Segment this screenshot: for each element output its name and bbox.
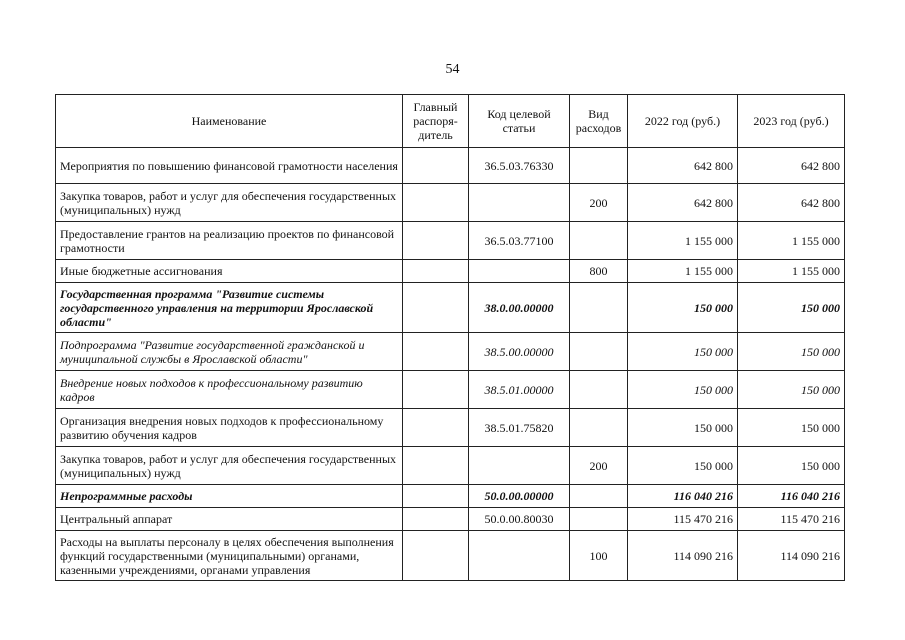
row-kind-cell	[570, 222, 628, 260]
row-2023-cell: 150 000	[738, 447, 845, 485]
row-manager-cell	[403, 409, 469, 447]
row-kind-cell	[570, 371, 628, 409]
column-header-kind: Вид расходов	[570, 95, 628, 148]
row-name-cell: Внедрение новых подходов к профессиональному развитию кадров	[56, 371, 403, 409]
row-name-cell: Организация внедрения новых подходов к профессиональному развитию обучения кадров	[56, 409, 403, 447]
table-row	[56, 485, 845, 508]
row-name-cell: Закупка товаров, работ и услуг для обеспечения государственных (муниципальных) нужд	[56, 447, 403, 485]
row-name-cell: Государственная программа "Развитие системы государственного управления на территории Ярославской области"	[56, 283, 403, 333]
row-name-cell: Непрограммные расходы	[56, 485, 403, 508]
row-manager-cell	[403, 485, 469, 508]
table-row	[56, 409, 845, 447]
row-2022-cell: 1 155 000	[628, 260, 738, 283]
row-2022-cell: 150 000	[628, 409, 738, 447]
row-code-cell: 36.5.03.77100	[469, 222, 570, 260]
row-2022-cell: 150 000	[628, 333, 738, 371]
row-name-cell: Закупка товаров, работ и услуг для обеспечения государственных (муниципальных) нужд	[56, 184, 403, 222]
row-code-cell: 36.5.03.76330	[469, 148, 570, 184]
row-name-cell: Подпрограмма "Развитие государственной гражданской и муниципальной службы в Ярославской области"	[56, 333, 403, 371]
row-manager-cell	[403, 184, 469, 222]
row-code-cell	[469, 260, 570, 283]
row-manager-cell	[403, 283, 469, 333]
row-2022-cell: 642 800	[628, 184, 738, 222]
row-manager-cell	[403, 333, 469, 371]
row-2022-cell: 642 800	[628, 148, 738, 184]
row-2023-cell: 150 000	[738, 333, 845, 371]
row-name-cell: Расходы на выплаты персоналу в целях обеспечения выполнения функций государственными (муниципальными) органами, казенными учреждениями, органами управления	[56, 531, 403, 581]
row-kind-cell	[570, 333, 628, 371]
row-code-cell: 38.5.01.00000	[469, 371, 570, 409]
row-2022-cell: 115 470 216	[628, 508, 738, 531]
row-kind-cell: 800	[570, 260, 628, 283]
row-2022-cell: 150 000	[628, 447, 738, 485]
table-row	[56, 260, 845, 283]
column-header-name: Наименование	[56, 95, 403, 148]
row-manager-cell	[403, 508, 469, 531]
column-header-manager: Главный распоря-дитель	[403, 95, 469, 148]
row-code-cell	[469, 447, 570, 485]
row-code-cell	[469, 531, 570, 581]
row-2022-cell: 1 155 000	[628, 222, 738, 260]
row-2023-cell: 642 800	[738, 148, 845, 184]
row-2023-cell: 642 800	[738, 184, 845, 222]
table-row	[56, 148, 845, 184]
row-code-cell: 38.5.01.75820	[469, 409, 570, 447]
row-manager-cell	[403, 148, 469, 184]
row-2022-cell: 116 040 216	[628, 485, 738, 508]
page-number: 54	[445, 62, 460, 77]
table-row	[56, 531, 845, 581]
row-kind-cell	[570, 485, 628, 508]
row-kind-cell: 200	[570, 184, 628, 222]
row-2023-cell: 1 155 000	[738, 222, 845, 260]
row-name-cell: Иные бюджетные ассигнования	[56, 260, 403, 283]
row-kind-cell	[570, 283, 628, 333]
column-header-code: Код целевой статьи	[469, 95, 570, 148]
row-2023-cell: 1 155 000	[738, 260, 845, 283]
row-2023-cell: 150 000	[738, 371, 845, 409]
row-2023-cell: 150 000	[738, 283, 845, 333]
table-row	[56, 184, 845, 222]
row-2023-cell: 150 000	[738, 409, 845, 447]
row-code-cell	[469, 184, 570, 222]
table-row	[56, 447, 845, 485]
table-row	[56, 371, 845, 409]
row-name-cell: Центральный аппарат	[56, 508, 403, 531]
row-2022-cell: 114 090 216	[628, 531, 738, 581]
row-manager-cell	[403, 531, 469, 581]
row-kind-cell	[570, 508, 628, 531]
row-kind-cell: 200	[570, 447, 628, 485]
row-2022-cell: 150 000	[628, 371, 738, 409]
row-code-cell: 38.5.00.00000	[469, 333, 570, 371]
row-manager-cell	[403, 222, 469, 260]
row-code-cell: 50.0.00.80030	[469, 508, 570, 531]
budget-table	[55, 94, 845, 581]
row-name-cell: Предоставление грантов на реализацию проектов по финансовой грамотности	[56, 222, 403, 260]
row-name-cell: Мероприятия по повышению финансовой грамотности населения	[56, 148, 403, 184]
row-manager-cell	[403, 371, 469, 409]
column-header-2023: 2023 год (руб.)	[738, 95, 845, 148]
row-2023-cell: 114 090 216	[738, 531, 845, 581]
row-manager-cell	[403, 447, 469, 485]
table-row	[56, 222, 845, 260]
table-row	[56, 333, 845, 371]
row-code-cell: 38.0.00.00000	[469, 283, 570, 333]
table-row	[56, 283, 845, 333]
row-kind-cell	[570, 409, 628, 447]
table-body	[56, 148, 845, 581]
table-header-row	[56, 95, 845, 148]
row-2023-cell: 116 040 216	[738, 485, 845, 508]
row-2022-cell: 150 000	[628, 283, 738, 333]
row-manager-cell	[403, 260, 469, 283]
row-2023-cell: 115 470 216	[738, 508, 845, 531]
table-row	[56, 508, 845, 531]
row-code-cell: 50.0.00.00000	[469, 485, 570, 508]
column-header-2022: 2022 год (руб.)	[628, 95, 738, 148]
row-kind-cell: 100	[570, 531, 628, 581]
row-kind-cell	[570, 148, 628, 184]
